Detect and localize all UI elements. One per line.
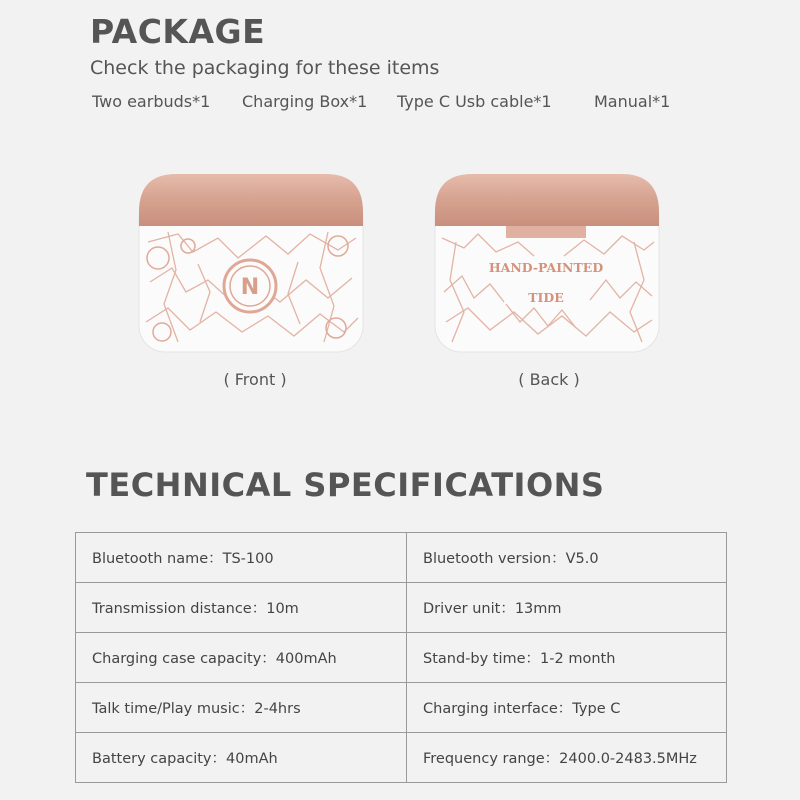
spec-bluetooth-name: Bluetooth name：TS-100 bbox=[76, 533, 407, 583]
back-print-line2: TIDE bbox=[528, 290, 564, 305]
spec-bluetooth-version: Bluetooth version：V5.0 bbox=[407, 533, 727, 583]
table-row bbox=[76, 583, 727, 633]
charging-case-front-image bbox=[138, 172, 364, 354]
package-subtitle: Check the packaging for these items bbox=[90, 57, 440, 79]
package-item-charging-box: Charging Box*1 bbox=[242, 92, 368, 111]
package-item-usb-cable: Type C Usb cable*1 bbox=[397, 92, 552, 111]
table-row bbox=[76, 633, 727, 683]
front-caption: ( Front ) bbox=[223, 370, 287, 389]
spec-charging-interface: Charging interface：Type C bbox=[407, 683, 727, 733]
package-title: PACKAGE bbox=[90, 12, 266, 51]
package-item-earbuds: Two earbuds*1 bbox=[92, 92, 211, 111]
spec-talk-time: Talk time/Play music：2-4hrs bbox=[76, 683, 407, 733]
svg-text:N: N bbox=[240, 275, 260, 300]
spec-case-capacity: Charging case capacity：400mAh bbox=[76, 633, 407, 683]
spec-frequency-range: Frequency range：2400.0-2483.5MHz bbox=[407, 733, 727, 783]
table-row bbox=[76, 733, 727, 783]
back-print-line1: HAND-PAINTED bbox=[488, 260, 604, 275]
package-item-manual: Manual*1 bbox=[594, 92, 671, 111]
back-caption: ( Back ) bbox=[518, 370, 580, 389]
table-row bbox=[76, 683, 727, 733]
specs-title: TECHNICAL SPECIFICATIONS bbox=[86, 466, 605, 504]
spec-standby-time: Stand-by time：1-2 month bbox=[407, 633, 727, 683]
spec-driver-unit: Driver unit：13mm bbox=[407, 583, 727, 633]
spec-battery-capacity: Battery capacity：40mAh bbox=[76, 733, 407, 783]
specs-table bbox=[75, 532, 727, 783]
charging-case-back-image bbox=[434, 172, 660, 354]
table-row bbox=[76, 533, 727, 583]
spec-transmission-distance: Transmission distance：10m bbox=[76, 583, 407, 633]
